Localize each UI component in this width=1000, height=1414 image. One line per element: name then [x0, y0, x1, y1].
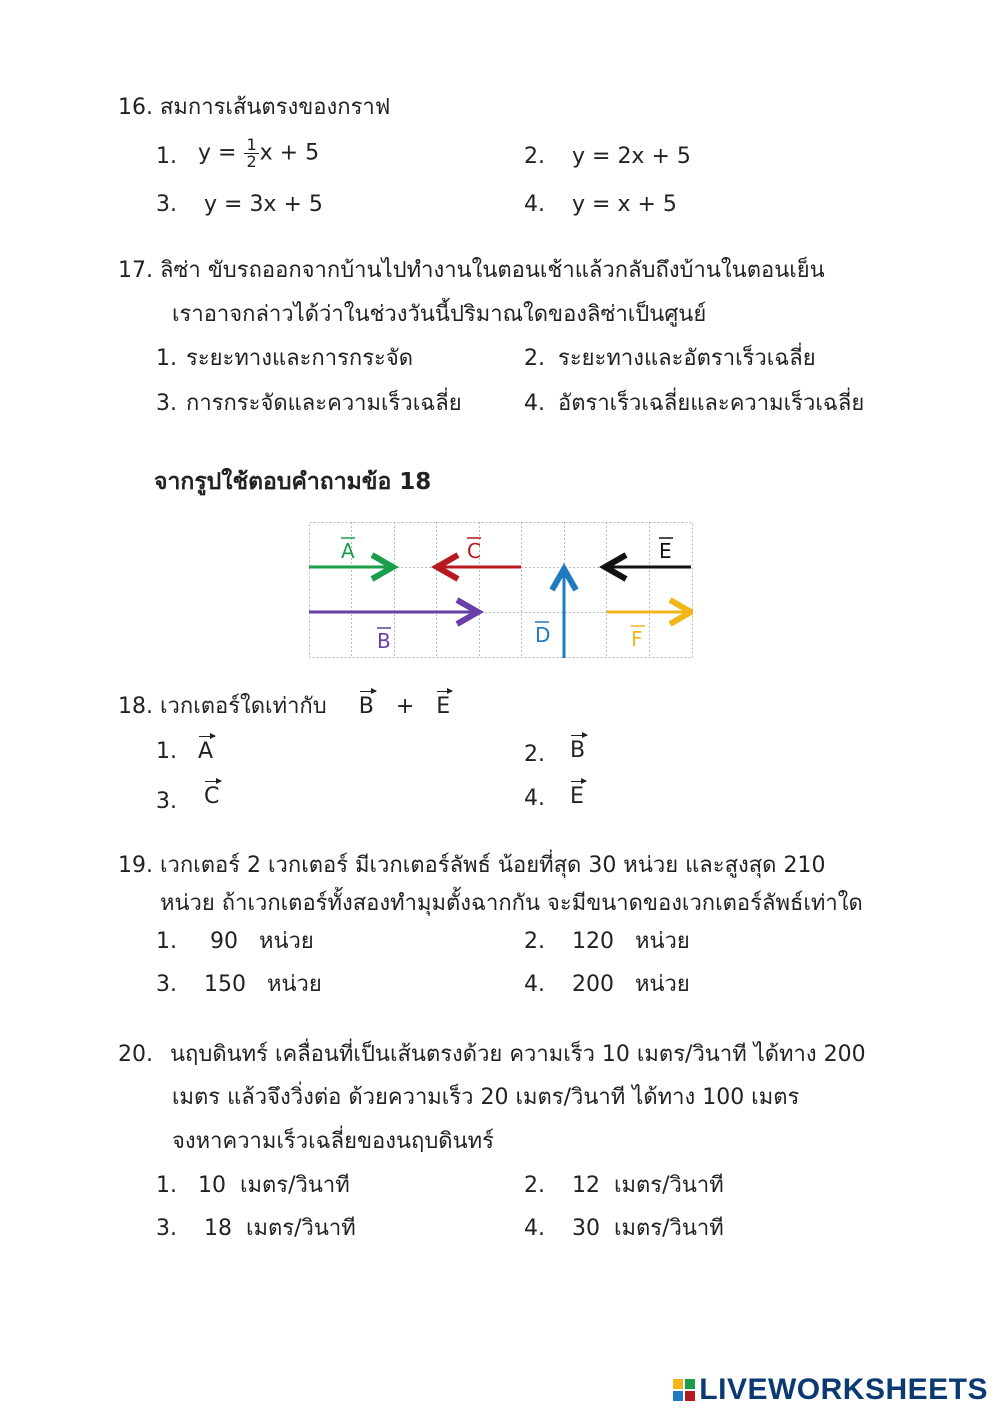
q20-option2-text: 12 เมตร/วินาที [572, 1173, 724, 1198]
q16-option3-number: 3. [156, 192, 177, 217]
vector-d-label: D [535, 623, 551, 647]
q19-option3-text: 150 หน่วย [204, 972, 322, 997]
q20-line1: นฤบดินทร์ เคลื่อนที่เป็นเส้นตรงด้วย ความเร็ว 10 เมตร/วินาที ได้ทาง 200 [170, 1042, 866, 1067]
q18-vector-b: B [358, 694, 374, 719]
q19-line1: เวกเตอร์ 2 เวกเตอร์ มีเวกเตอร์ลัพธ์ น้อยที่สุด 30 หน่วย และสูงสุด 210 [160, 853, 826, 878]
q18-option4-vector [570, 786, 584, 808]
q20-option1-number: 1. [156, 1173, 177, 1198]
q19-option1-text: 90 หน่วย [210, 929, 314, 954]
q17-line2: เราอาจกล่าวได้ว่าในช่วงวันนี้ปริมาณใดของลิซ่าเป็นศูนย์ [172, 302, 707, 327]
q19-option2-number: 2. [524, 929, 545, 954]
q16-option1-prefix: y = [198, 140, 237, 166]
q17-option2-number: 2. [524, 346, 545, 371]
q18-option1-number: 1. [156, 739, 177, 764]
vector-grid-figure [309, 522, 693, 658]
q17-option4-number: 4. [524, 391, 545, 416]
liveworksheets-brand [673, 1373, 988, 1407]
fraction-denominator: 2 [246, 152, 257, 171]
q20-option4-text: 30 เมตร/วินาที [572, 1216, 724, 1241]
q17-line1: ลิซ่า ขับรถออกจากบ้านไปทำงานในตอนเช้าแล้วกลับถึงบ้านในตอนเย็น [160, 258, 825, 283]
q16-option2-text: y = 2x + 5 [572, 144, 691, 169]
q17-option1-number: 1. [156, 346, 177, 371]
q19-option4-text: 200 หน่วย [572, 972, 690, 997]
q18-vector-e: E [436, 694, 451, 719]
fraction-numerator: 1 [246, 135, 257, 154]
q20-option1-text: 10 เมตร/วินาที [198, 1173, 350, 1198]
figure-heading: จากรูปใช้ตอบคำถามข้อ 18 [154, 469, 432, 495]
vector-label: A [198, 739, 214, 764]
q20-option4-number: 4. [524, 1216, 545, 1241]
vector-f-label: F [631, 627, 643, 651]
vector-label: E [570, 784, 584, 809]
q20-number: 20. [118, 1042, 153, 1067]
q17-option2-text: ระยะทางและอัตราเร็วเฉลี่ย [558, 346, 816, 371]
vector-label: C [204, 784, 220, 809]
q18-option2-vector [570, 740, 585, 762]
q18-option2-number: 2. [524, 742, 545, 767]
vector-b-label: B [377, 629, 391, 653]
brand-text: LIVEWORKSHEETS [699, 1373, 988, 1406]
q16-option4-number: 4. [524, 192, 545, 217]
q20-line3: จงหาความเร็วเฉลี่ยของนฤบดินทร์ [172, 1129, 494, 1154]
vector-e-label: E [659, 539, 672, 563]
q16-option4-text: y = x + 5 [572, 192, 677, 217]
q19-option2-text: 120 หน่วย [572, 929, 690, 954]
q16-option2-number: 2. [524, 144, 545, 169]
q18-option3-vector [204, 786, 219, 808]
q20-option3-number: 3. [156, 1216, 177, 1241]
q19-line2: หน่วย ถ้าเวกเตอร์ทั้งสองทำมุมตั้งฉากกัน จะมีขนาดของเวกเตอร์ลัพธ์เท่าใด [160, 891, 863, 916]
q19-option3-number: 3. [156, 972, 177, 997]
vector-label: B [570, 738, 586, 763]
q17-option4-text: อัตราเร็วเฉลี่ยและความเร็วเฉลี่ย [558, 391, 865, 416]
liveworksheets-logo-icon [673, 1379, 695, 1401]
vector-c-label: C [467, 539, 481, 563]
q19-option1-number: 1. [156, 929, 177, 954]
q18-number: 18. [118, 694, 153, 719]
q16-question: สมการเส้นตรงของกราฟ [160, 95, 391, 120]
q18-option3-number: 3. [156, 789, 177, 814]
vector-a-label: A [341, 539, 355, 563]
q18-question-text: เวกเตอร์ใดเท่ากับ [160, 694, 327, 719]
q20-line2: เมตร แล้วจึงวิ่งต่อ ด้วยความเร็ว 20 เมตร/วินาที ได้ทาง 100 เมตร [172, 1085, 800, 1110]
q20-option2-number: 2. [524, 1173, 545, 1198]
q16-option1-text [198, 137, 319, 170]
q16-option1-fraction [244, 137, 258, 170]
q18-option4-number: 4. [524, 786, 545, 811]
q18-option1-vector [198, 741, 213, 763]
q19-option4-number: 4. [524, 972, 545, 997]
q17-option1-text: ระยะทางและการกระจัด [186, 346, 414, 371]
q16-option3-text: y = 3x + 5 [204, 192, 323, 217]
q16-number: 16. [118, 95, 153, 120]
q17-option3-number: 3. [156, 391, 177, 416]
q19-number: 19. [118, 853, 153, 878]
q17-option3-text: การกระจัดและความเร็วเฉลี่ย [186, 391, 462, 416]
q18-question [160, 696, 450, 718]
q18-plus-sign: + [395, 694, 415, 719]
q16-option1-number: 1. [156, 144, 177, 169]
q16-option1-suffix: x + 5 [259, 140, 320, 166]
q17-number: 17. [118, 258, 153, 283]
q20-option3-text: 18 เมตร/วินาที [204, 1216, 356, 1241]
